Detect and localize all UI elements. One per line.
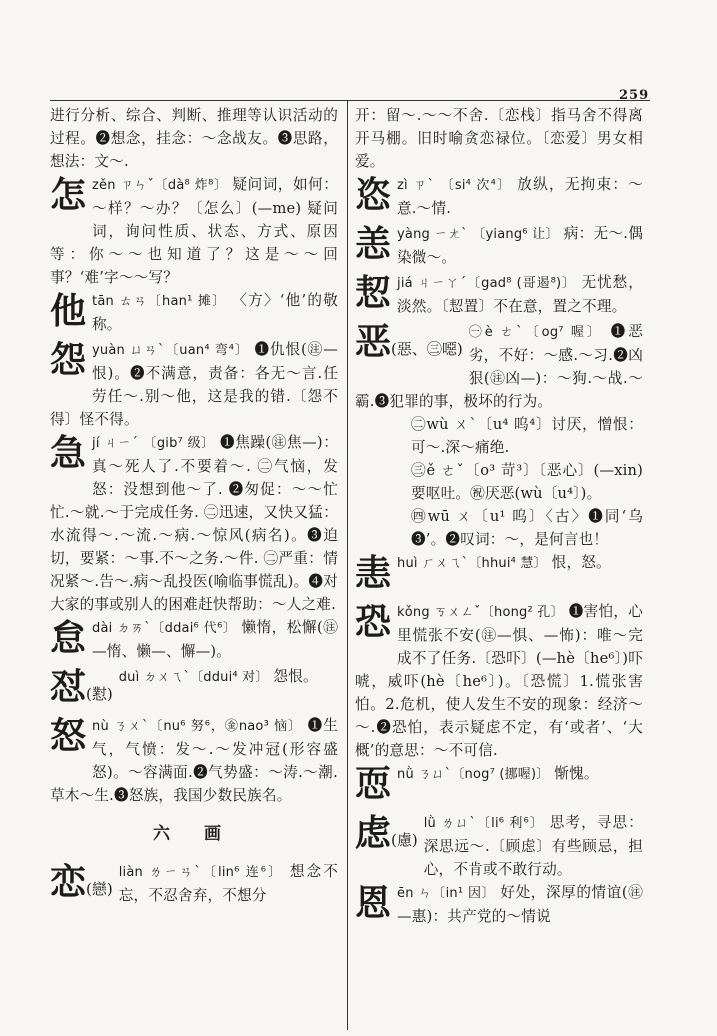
headword: 他 bbox=[50, 290, 87, 332]
definition: 〈方〉‘他’的敬称。 bbox=[92, 292, 338, 333]
headword: 恧 bbox=[355, 763, 392, 805]
dictionary-entry bbox=[50, 714, 338, 807]
left-column bbox=[50, 104, 338, 909]
definition: ❶仇恨(㊟—恨)。❷不满意，责备：各无～言.任劳任～.别～他，这是我的错.〔怨不得〕怪不得。 bbox=[50, 341, 338, 428]
headword: 怼(懟) bbox=[50, 666, 113, 708]
reading-subentry: ㊂ě ㄜˇ〔o³ 苛³〕〔恶心〕(—xin) 要呕吐。㊗厌恶(wù〔u⁴〕)。 bbox=[411, 462, 643, 502]
pronunciation: lǜ ㄌㄩˋ〔li⁶ 利⁶〕 bbox=[423, 816, 544, 831]
dictionary-entry bbox=[50, 173, 338, 289]
headword: 恐 bbox=[355, 601, 392, 643]
definition: 疑问词，如何：～样？～办？〔怎么〕(—me) 疑问词，询问性质、状态、方式、原因等：你～～也知道了？这是～～回事？‘难’字～～写？ bbox=[50, 176, 339, 286]
reading-subentry: ㊁wù ㄨˋ〔u⁴ 呜⁴〕讨厌，憎恨：可～.深～痛绝. bbox=[411, 416, 643, 456]
dictionary-entry bbox=[355, 271, 643, 318]
headword: 恋(戀) bbox=[50, 861, 113, 903]
headword: 恙 bbox=[355, 223, 392, 265]
definition: 无忧愁，淡然。〔恝置〕不在意，置之不理。 bbox=[397, 274, 643, 315]
headword: 恚 bbox=[355, 552, 392, 594]
dictionary-entry bbox=[50, 431, 338, 616]
pronunciation: jí ㄐㄧˊ 〔gib⁷ 级〕 bbox=[92, 436, 215, 451]
headword: 怎 bbox=[50, 174, 87, 216]
definition: ❶焦躁(㊟焦—)：真～死人了.不要着～. ㊁气恼，发怒：没想到他～了. ❷匆促：～～忙忙.～就.～于完成任务. ㊁迅速，又快又猛：水流得～.～流.～病.～惊风(病名)。❸迫切，要紧：～事.不～之务.～件. ㊁严重：情况紧～.告～.病～乱投医(喻临事慌乱)。❹对大家的事或别人的困难赶快帮助：～人之难. bbox=[50, 434, 338, 613]
definition: 怨恨。 bbox=[273, 668, 318, 685]
dictionary-entry bbox=[355, 173, 643, 220]
definition: 好处，深厚的情谊(㊟—惠)：共产党的～情说 bbox=[397, 884, 644, 925]
dictionary-entry bbox=[355, 551, 643, 597]
dictionary-entry bbox=[355, 762, 643, 808]
definition: ❶恶劣，不好：～感.～习.❷凶狠(㊟凶—)：～狗.～战.～霸.❸犯罪的事，极坏的行为。 bbox=[355, 323, 643, 410]
definition: 懒惰，松懈(㊟—惰、懒—、懈—)。 bbox=[92, 619, 338, 660]
headword: 急 bbox=[50, 432, 87, 474]
definition: 放纵，无拘束：～意.～情. bbox=[397, 176, 643, 217]
dictionary-entry bbox=[50, 665, 338, 711]
definition: 恨，怒。 bbox=[551, 554, 611, 571]
headword: 怨 bbox=[50, 339, 87, 381]
pronunciation: huì ㄏㄨㄟˋ〔hhui⁴ 慧〕 bbox=[397, 556, 547, 571]
dictionary-entry bbox=[355, 320, 643, 413]
definition: 病：无～.偶染微～。 bbox=[397, 225, 644, 266]
pronunciation: nǜ ㄋㄩˋ〔nog⁷ (挪喔)〕 bbox=[397, 767, 550, 782]
dictionary-entry bbox=[50, 616, 338, 663]
headword: 恶(惡、㊂噁) bbox=[355, 321, 463, 363]
definition: 惭愧。 bbox=[554, 765, 599, 782]
headword: 恝 bbox=[355, 272, 392, 314]
pronunciation: zěn ㄗㄣˇ〔dà⁸ 炸⁸〕 bbox=[92, 178, 228, 193]
definition: ❶生气，气愤：发～.～发冲冠(形容盛怒)。～容满面.❷气势盛：～涛.～潮.草木～生.❸怒族，我国少数民族名。 bbox=[50, 717, 338, 804]
dictionary-entry bbox=[355, 222, 643, 269]
definition: 思考，寻思：深思远～.〔顾虑〕有些顾忌，担心，不肯或不敢行动。 bbox=[423, 814, 643, 878]
pronunciation: duì ㄉㄨㄟˋ〔ddui⁴ 对〕 bbox=[118, 670, 269, 685]
page-number: 259 bbox=[619, 88, 650, 103]
dictionary-entry bbox=[50, 289, 338, 336]
headword: 怠 bbox=[50, 617, 87, 659]
pronunciation: yàng ㄧㄤˋ 〔yiang⁶ 让〕 bbox=[397, 227, 559, 242]
pronunciation: ēn ㄣ〔in¹ 因〕 bbox=[397, 886, 496, 901]
headword: 怒 bbox=[50, 715, 87, 757]
section-heading: 六 画 bbox=[153, 824, 235, 844]
headword: 恩 bbox=[355, 882, 392, 924]
pronunciation: zì ㄗˋ 〔si⁴ 次⁴〕 bbox=[397, 178, 512, 193]
headword: 虑(慮) bbox=[355, 812, 418, 854]
pronunciation: ㊀è ㄜˋ〔og⁷ 喔〕 bbox=[468, 325, 603, 340]
continued-text: 进行分析、综合、判断、推理等认识活动的过程。❷想念，挂念：～念战友。❸思路，想法：文～. bbox=[50, 107, 338, 170]
pronunciation: jiá ㄐㄧㄚˊ〔gad⁸ (哥遏⁸)〕 bbox=[397, 276, 576, 291]
pronunciation: yuàn ㄩㄢˋ〔uan⁴ 弯⁴〕 bbox=[92, 343, 249, 358]
column-divider bbox=[347, 100, 348, 1030]
pronunciation: liàn ㄌㄧㄢˋ〔lin⁶ 连⁶〕 bbox=[118, 865, 284, 880]
definition: ❶害怕，心里慌张不安(㊟—惧、—怖)：唯～完成不了任务.〔恐吓〕(—hè〔he⁶〕)吓唬，威吓(hè〔he⁶〕)。〔恐慌〕1.慌张害怕。2.危机，使人发生不安的现象：经济～～.❷恐怕，表示疑虑不定，有‘或者’、‘大概’的意思：～不可信. bbox=[355, 603, 643, 759]
dictionary-entry bbox=[355, 811, 643, 881]
top-rule bbox=[50, 100, 650, 101]
continued-text: 开：留～.～～不舍.〔恋栈〕指马舍不得离开马棚。旧时喻贪恋禄位。〔恋爱〕男女相爱。 bbox=[355, 107, 643, 170]
pronunciation: nù ㄋㄨˋ〔nu⁶ 努⁶，㊎nao³ 恼〕 bbox=[92, 719, 303, 734]
pronunciation: tān ㄊㄢ〔han¹ 摊〕 bbox=[92, 294, 227, 309]
headword: 恣 bbox=[355, 174, 392, 216]
reading-subentry: ㊃wū ㄨ〔u¹ 呜〕〈古〉❶同‘乌❸’。❷叹词：～，是何言也！ bbox=[411, 508, 643, 548]
dictionary-entry bbox=[50, 860, 338, 907]
right-column bbox=[355, 104, 643, 930]
dictionary-entry bbox=[50, 338, 338, 431]
definition: 想念不忘，不忍舍弃，不想分 bbox=[118, 863, 338, 904]
pronunciation: dài ㄉㄞˋ〔ddai⁶ 代⁶〕 bbox=[92, 621, 237, 636]
pronunciation: kǒng ㄎㄨㄥˇ〔hong² 孔〕 bbox=[397, 605, 564, 620]
dictionary-entry bbox=[355, 881, 643, 928]
dictionary-entry bbox=[355, 600, 643, 762]
